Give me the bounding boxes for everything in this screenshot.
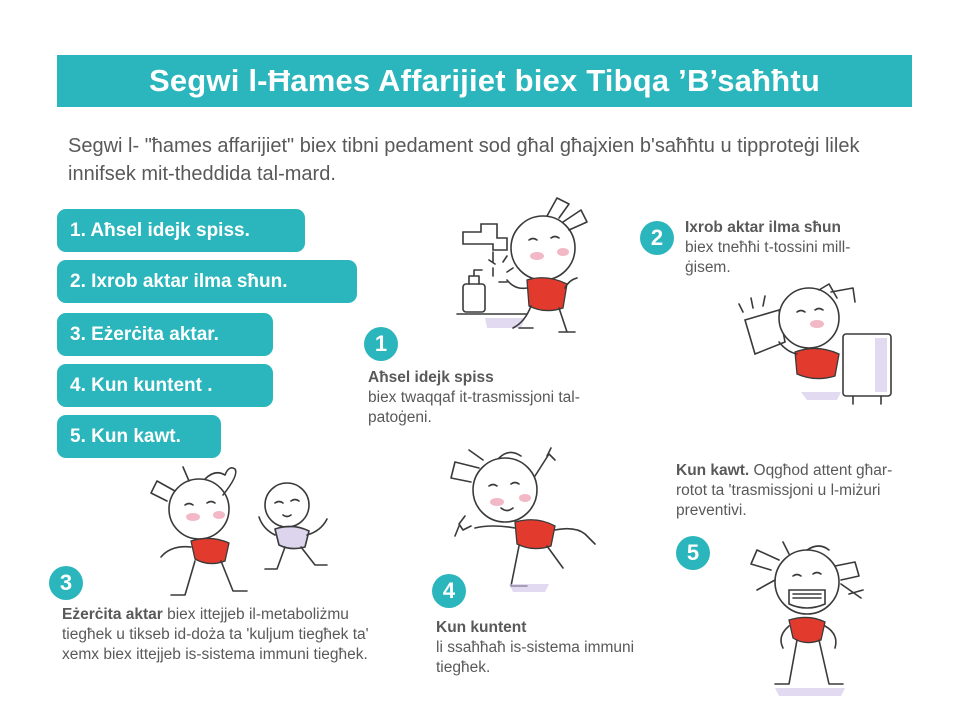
happy-illustration	[435, 446, 610, 596]
step-5-text: Oqgħod attent għar-rotot ta 'trasmissjoni u l-miżuri preventivi.	[676, 462, 893, 519]
intro-text: Segwi l- "ħames affarijiet" biex tibni pedament sod għal għajxien b'saħħtu u tipproteġi lilek innifsek mit-theddida tal-mard.	[68, 135, 860, 185]
step-1-number: 1	[364, 327, 398, 361]
pill-exercise: 3. Eżerċita aktar.	[57, 313, 273, 356]
step-2-caption	[685, 218, 895, 278]
step-2-number: 2	[640, 221, 674, 255]
step-1-text: biex twaqqaf it-trasmissjoni tal-patoġeni.	[368, 389, 580, 426]
step-4-text: li ssaħħaħ is-sistema immuni tiegħek.	[436, 639, 635, 676]
step-4-heading: Kun kuntent	[436, 619, 527, 636]
step-1-heading: Aħsel idejk spiss	[368, 369, 494, 386]
pill-be-careful: 5. Kun kawt.	[57, 415, 221, 458]
step-2-heading: Ixrob aktar ilma sħun	[685, 219, 841, 236]
hand-washing-illustration	[455, 192, 615, 342]
step-5-heading: Kun kawt.	[676, 462, 750, 479]
step-1-caption	[368, 368, 638, 428]
step-3-text: biex ittejjeb il-metaboliżmu tiegħek u tikseb id-doża ta 'kuljum tiegħek ta' xemx biex ittejjeb is-sistema immuni tiegħek.	[62, 606, 369, 663]
step-4-number: 4	[432, 574, 466, 608]
page-title: Segwi l-Ħames Affarijiet biex Tibqa ’B’saħħtu	[148, 63, 821, 98]
step-3-caption	[62, 605, 382, 665]
step-4-caption	[436, 618, 636, 678]
step-3-heading: Eżerċita aktar	[62, 606, 163, 623]
step-5-caption	[676, 461, 906, 521]
pill-be-happy: 4. Kun kuntent .	[57, 364, 273, 407]
pill-wash-hands: 1. Aħsel idejk spiss.	[57, 209, 305, 252]
drinking-water-illustration	[735, 282, 900, 407]
careful-illustration	[745, 540, 875, 700]
title-banner	[57, 55, 912, 107]
step-5-number: 5	[676, 536, 710, 570]
step-3-number: 3	[49, 566, 83, 600]
exercise-illustration	[135, 465, 360, 610]
step-2-text: biex tneħħi t-tossini mill-ġisem.	[685, 239, 851, 276]
pill-drink-water: 2. Ixrob aktar ilma sħun.	[57, 260, 357, 303]
